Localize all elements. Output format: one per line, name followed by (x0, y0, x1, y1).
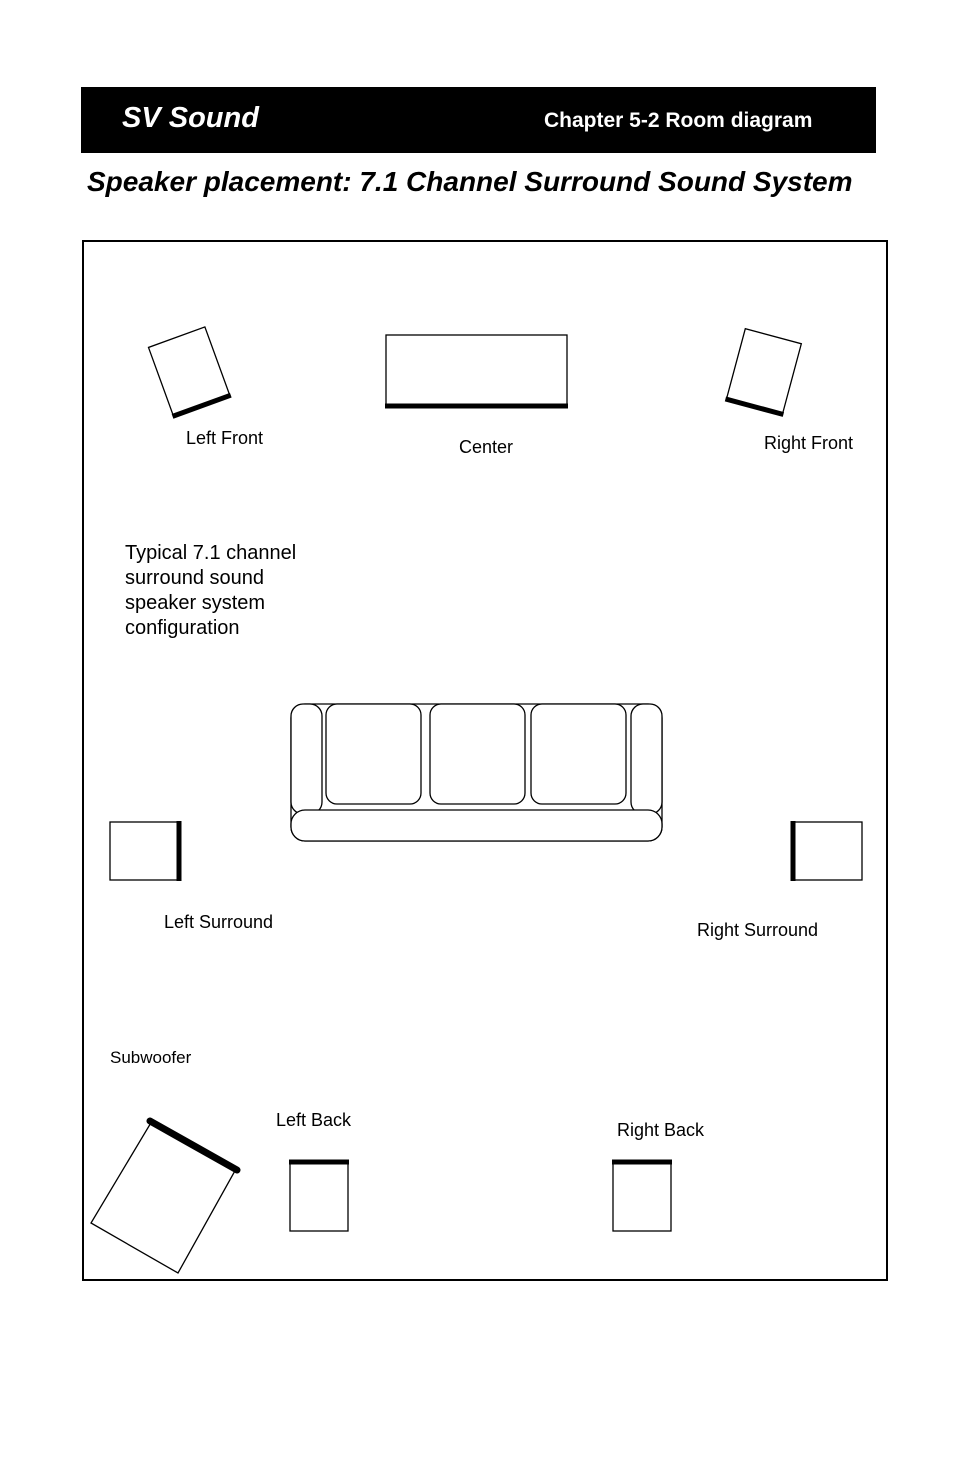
brand-title: SV Sound (122, 102, 259, 134)
subwoofer-label: Subwoofer (110, 1048, 192, 1067)
right-surround-label: Right Surround (697, 920, 819, 940)
right-front-label: Right Front (764, 433, 854, 453)
left-back-speaker (289, 1161, 349, 1231)
center-label: Center (459, 437, 514, 457)
left-surround-speaker (110, 821, 180, 881)
sofa (291, 704, 662, 841)
right-back-label: Right Back (617, 1120, 705, 1140)
right-surround-speaker (792, 821, 862, 881)
left-front-speaker (148, 327, 231, 417)
right-back-speaker (612, 1161, 672, 1231)
left-back-label: Left Back (276, 1110, 352, 1130)
configuration-note: Typical 7.1 channel surround sound speaker system configuration (125, 542, 297, 639)
left-front-label: Left Front (186, 428, 264, 448)
chapter-title: Chapter 5-2 Room diagram (544, 109, 813, 132)
left-surround-label: Left Surround (164, 912, 274, 932)
center-speaker (385, 335, 568, 407)
right-front-speaker (725, 328, 802, 414)
page-title: Speaker placement: 7.1 Channel Surround Sound System (87, 166, 853, 197)
subwoofer-speaker (91, 1121, 237, 1273)
